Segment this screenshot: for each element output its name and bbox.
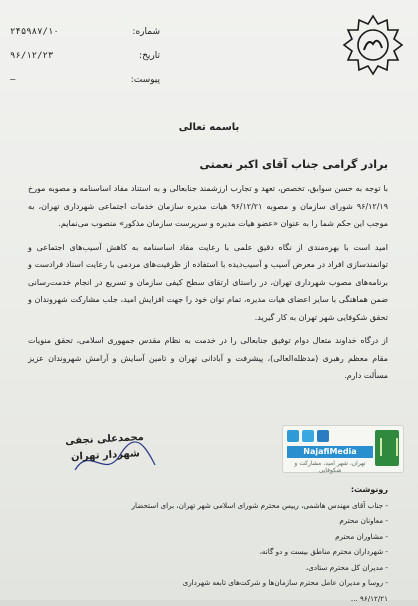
addressee: برادر گرامی جناب آقای اکبر نعمتی: [28, 158, 388, 171]
cc-item: - معاونان محترم: [38, 513, 388, 529]
cc-item: - شهرداران محترم مناطق بیست و دو گانه،: [38, 544, 388, 560]
cc-item: ۹۶/۱۲/۲۱ ...: [38, 591, 388, 606]
basmala: باسمه تعالی: [0, 122, 418, 133]
date-row: [10, 44, 160, 68]
number-row: [10, 20, 160, 44]
cc-item: - مشاوران محترم: [38, 529, 388, 545]
number-value: ۲۴۵۹۸۷/۱۰: [10, 20, 59, 44]
attachment-row: [10, 68, 160, 92]
letter-meta: [10, 20, 160, 92]
najafi-logo-icon: [375, 430, 399, 466]
cc-item: - مدیران کل محترم ستادی،: [38, 560, 388, 576]
letter-body: [28, 180, 388, 391]
signature-block: [39, 429, 170, 468]
paragraph: امید است با بهره‌مندی از نگاه دقیق علمی با رعایت مفاد اساسنامه به کاهش آسیب‌های اجتماعی و توانمندسازی افراد در معرض آسیب و آسیب‌دیده با استفاده از ظرفیت‌های مردمی با رعایت اسناد فرادست و برنامه‌های مصوب شهرداری تهران، در راستای ارتقای سطح کیفی سازمان و تسریع در انجام خدمت‌رسانی ضمن هماهنگی با سایر اعضای هیات مدیره، تمام توان خود را جهت افزایش امید، جلب مشارکت شهروندان و تحقق شکوفایی شهر تهران به کار گیرید.: [28, 239, 388, 327]
cc-list: [38, 482, 388, 606]
attachment-label: پیوست:: [131, 68, 160, 92]
twitter-icon: [302, 430, 314, 442]
media-handle: NajafiMedia: [287, 446, 373, 458]
number-label: شماره:: [132, 20, 160, 44]
paragraph: با توجه به حسن سوابق، تخصص، تعهد و تجارب ارزشمند جنابعالی و به استناد مفاد اساسنامه و مصوبه مورخ ۹۶/۱۲/۱۹ شورای سازمان و مصوبه ۹۶/۱۲/۲۱ هیات مدیره سازمان خدمات اجتماعی شهرداری تهران، به موجب این حکم شما را به عنوان «عضو هیات مدیره و سرپرست سازمان مذکور» منصوب می‌نمایم.: [28, 180, 388, 233]
date-label: تاریخ:: [139, 44, 160, 68]
social-icons: [287, 430, 329, 442]
cc-item: - جناب آقای مهندس هاشمی، رییس محترم شورای اسلامی شهر تهران، برای استحضار: [38, 498, 388, 514]
date-value: ۹۶/۱۲/۲۳: [10, 44, 53, 68]
attachment-value: —: [10, 68, 16, 92]
media-caption: تهران، شهر امید، مشارکت و شکوفایی: [287, 460, 373, 474]
telegram-icon: [287, 430, 299, 442]
paragraph: از درگاه خداوند متعال دوام توفیق جنابعالی را در خدمت به نظام مقدس جمهوری اسلامی، تحقق منویات مقام معظم رهبری (مدظله‌العالی)، پیشرفت و آبادانی تهران و تامین آسایش و آرامش شهروندان عزیز مسألت دارم.: [28, 332, 388, 385]
signer-title: شهردار تهران: [40, 445, 171, 468]
cc-heading: رونوشت:: [38, 482, 388, 498]
tehran-municipality-emblem-icon: [342, 14, 404, 76]
cc-item: - روسا و مدیران عامل محترم سازمان‌ها و شرکت‌های تابعه شهرداری: [38, 575, 388, 591]
media-badge: [282, 425, 404, 473]
instagram-icon: [317, 430, 329, 442]
signer-name: محمدعلی نجفی: [39, 429, 170, 452]
